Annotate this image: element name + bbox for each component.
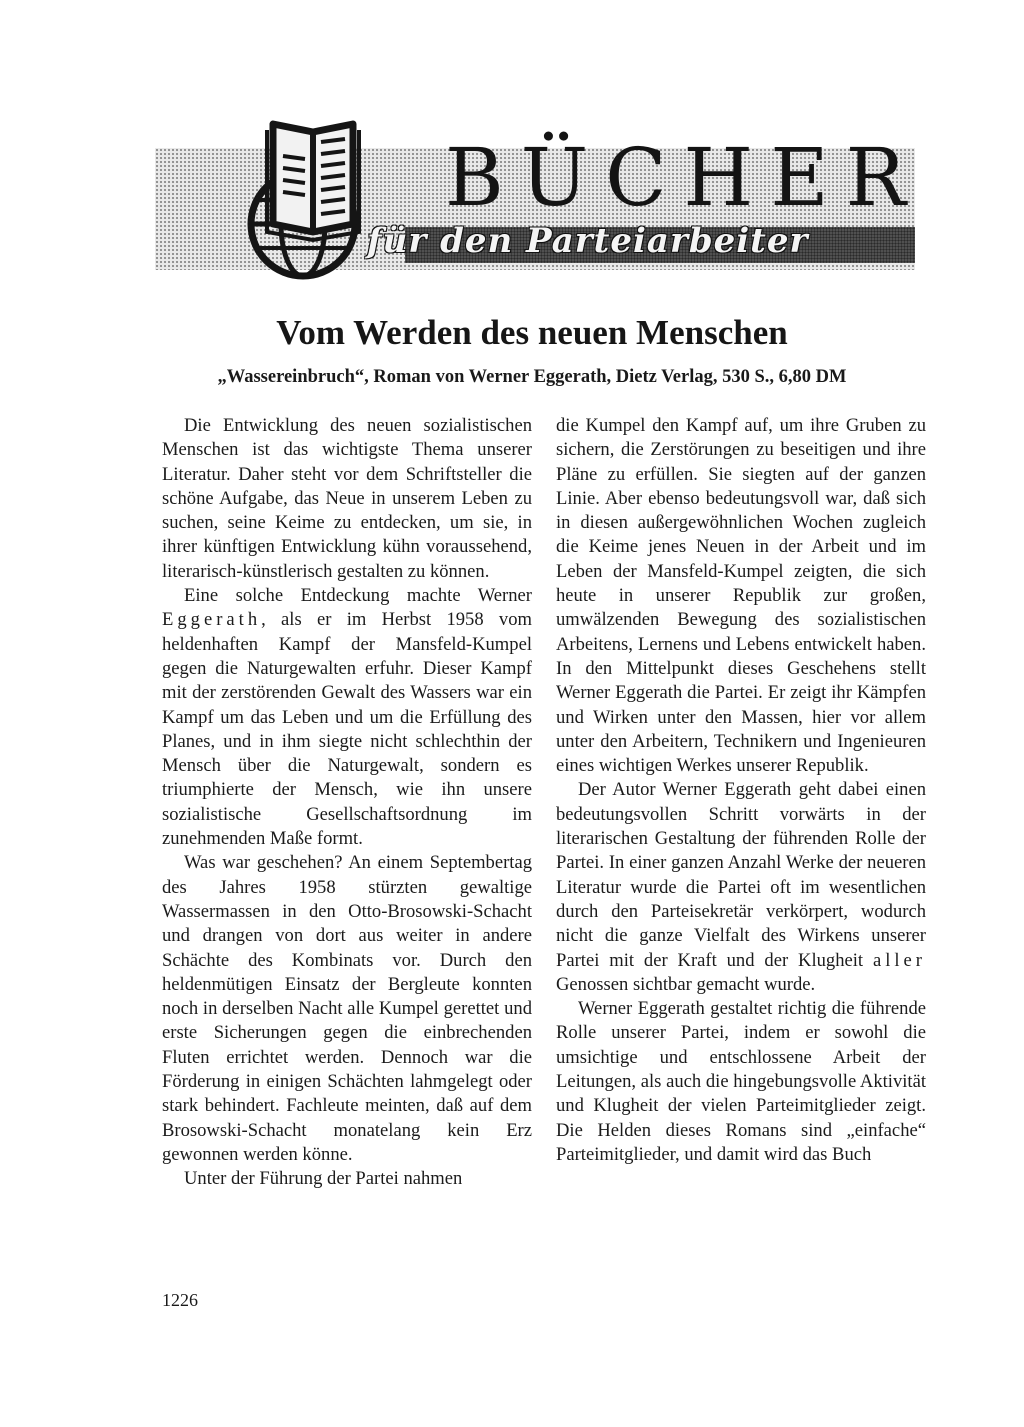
- paragraph: Die Entwicklung des neuen sozialistischen Menschen ist das wichtigste Thema unserer Literatur. Daher steht vor dem Schriftsteller die schöne Aufgabe, das Neue in unserem Leben zu suchen, seine Keime zu entdecken, um sie, in ihrer künftigen Entwicklung kühn voraussehend, literarisch-künstlerisch gestalten zu können.: [162, 415, 532, 582]
- right-column: [556, 414, 926, 1167]
- paragraph: Eine solche Entdeckung machte Werner Eggerath, als er im Herbst 1958 vom heldenhaften Kampf der Mansfeld-Kumpel gegen die Naturgewalten erfuhr. Dieser Kampf mit der zerstörenden Gewalt des Wassers war ein Kampf um das Leben und um die Erfüllung des Planes, und in ihm siegte nicht schlechthin der Mensch über die Naturgewalt, sondern es triumphierte der Mensch, wie ihn unsere sozialistische Gesellschaftsordnung im zunehmenden Maße formt.: [162, 585, 532, 850]
- banner-title: BÜCHER: [445, 131, 923, 224]
- left-column: [162, 414, 532, 1192]
- paragraph: Was war geschehen? An einem Septembertag des Jahres 1958 stürzten gewaltige Wassermassen in den Otto-Brosowski-Schacht und drangen von dort aus weiter in andere Schächte des Kombinats vor. Durch den heldenmütigen Einsatz der Bergleute konnten noch in derselben Nacht alle Kumpel gerettet und erste Sicherungen gegen die einbrechenden Fluten errichtet werden. Dennoch war die Förderung in einigen Schächten lahmgelegt oder stark behindert. Fachleute meinten, daß auf dem Brosowski-Schacht monatelang kein Erz gewonnen werden könne.: [162, 852, 532, 1165]
- paragraph: Werner Eggerath gestaltet richtig die führende Rolle unserer Partei, indem er sowohl die umsichtige und entschlossene Arbeit der Leitungen, als auch die hingebungsvolle Aktivität und Klugheit der vielen Parteimitglieder zeigt. Die Helden dieses Romans sind „einfache“ Parteimitglieder, und damit wird das Buch: [556, 998, 926, 1165]
- article-subtitle: „Wassereinbruch“, Roman von Werner Eggerath, Dietz Verlag, 530 S., 6,80 DM: [217, 367, 847, 387]
- paragraph: die Kumpel den Kampf auf, um ihre Gruben zu sichern, die Zerstörungen zu beseitigen und ihre Pläne zu erfüllen. Sie siegten auf der ganzen Linie. Aber ebenso bedeutungsvoll war, daß sich in diesen außergewöhnlichen Wochen zugleich die Keime jenes Neuen in der Arbeit und im Leben der Mansfeld-Kumpel zeigten, die sich heute in unserer Republik zur großen, umwälzenden Bewegung des sozialistischen Arbeitens, Lernens und Lebens entwickelt haben. In den Mittelpunkt dieses Geschehens stellt Werner Eggerath die Partei. Er zeigt ihr Kämpfen und Wirken unter den Massen, hier vor allem unter den Arbeitern, Technikern und Ingenieuren eines wichtigen Werkes unserer Republik.: [556, 415, 926, 777]
- paragraph: Der Autor Werner Eggerath geht dabei einen bedeutungsvollen Schritt vorwärts in der literarischen Gestaltung der führenden Rolle der Partei. In einer ganzen Anzahl Werke der neueren Literatur wurde die Partei oft im wesentlichen durch den Parteisekretär verkörpert, wodurch nicht die ganze Vielfalt des Wirkens unserer Partei mit der Kraft und der Klugheit aller Genossen sichtbar gemacht wurde.: [556, 779, 926, 995]
- paragraph: Unter der Führung der Partei nahmen: [184, 1168, 463, 1190]
- spaced-emphasis: aller: [872, 949, 926, 971]
- article-title: Vom Werden des neuen Menschen: [276, 313, 788, 352]
- books-banner: [155, 112, 923, 284]
- spaced-name: Eggerath: [162, 609, 262, 631]
- banner-subtitle: für den Parteiarbeiter: [367, 221, 809, 261]
- page-number: 1226: [162, 1290, 198, 1310]
